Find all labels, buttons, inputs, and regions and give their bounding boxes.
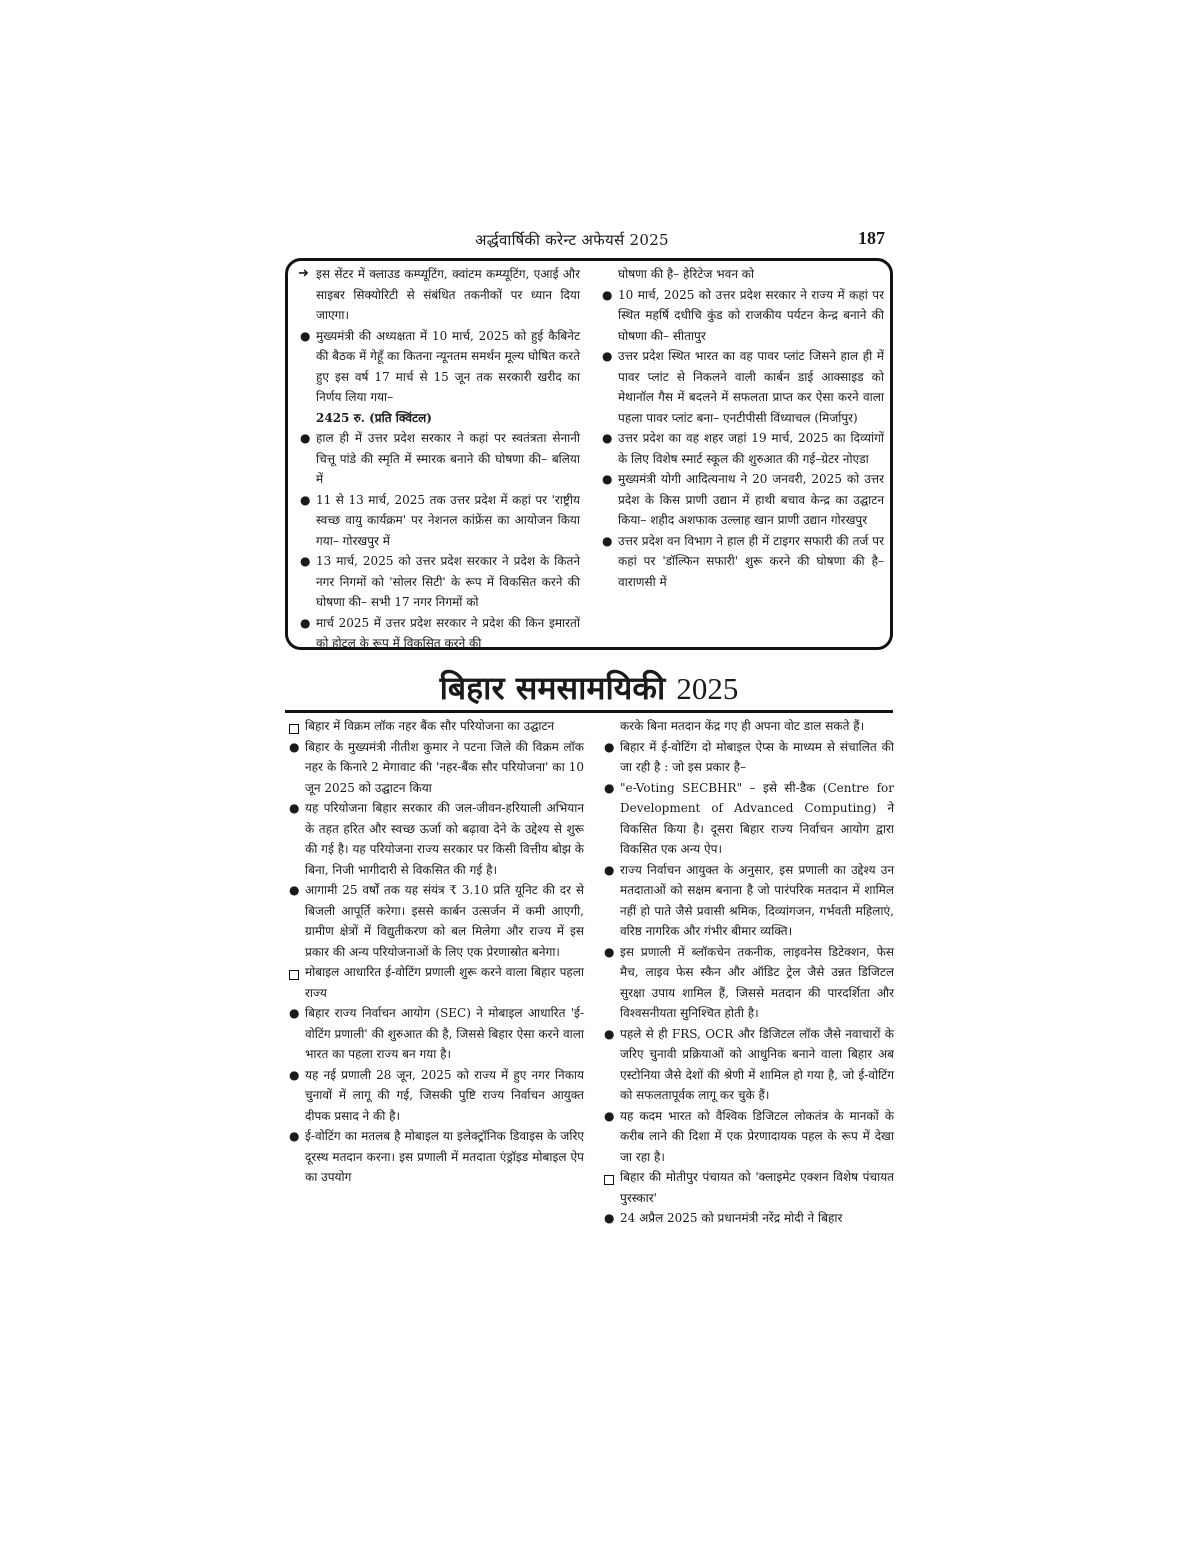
- dot-bullet-icon: ●: [300, 492, 311, 507]
- dot-bullet-icon: ●: [602, 472, 613, 486]
- sub-heading: [602, 1167, 894, 1208]
- square-bullet-icon: [604, 1171, 618, 1192]
- box-item-continued: घोषणा की है– हेरिटेज भवन को: [618, 267, 755, 281]
- dot-bullet-icon: ●: [289, 1129, 300, 1143]
- dot-bullet-icon: ●: [604, 739, 615, 754]
- dot-bullet-icon: ●: [289, 739, 300, 754]
- list-item: [287, 737, 584, 799]
- dot-bullet-icon: ●: [604, 1026, 615, 1041]
- list-item: [287, 1003, 584, 1065]
- box-item: [298, 551, 580, 613]
- list-item: [602, 1106, 894, 1168]
- list-item: [602, 860, 894, 942]
- list-item: [602, 1208, 894, 1229]
- box-item: [298, 613, 580, 654]
- dot-bullet-icon: ●: [300, 554, 311, 568]
- box-item: [600, 469, 884, 531]
- box-item-text: 13 मार्च, 2025 को उत्तर प्रदेश सरकार ने प्रदेश के कितने नगर निगमों को 'सोलर सिटी' के रूप में विकसित करने की घोषणा की– सभी 17 नगर निगमों को: [316, 554, 580, 609]
- box-column-left: [298, 264, 580, 654]
- dot-bullet-icon: ●: [300, 431, 311, 445]
- list-item-continued: करके बिना मतदान केंद्र गए ही अपना वोट डाल सकते हैं।: [620, 719, 865, 733]
- list-item-text: आगामी 25 वर्षों तक यह संयंत्र ₹ 3.10 प्रति यूनिट की दर से बिजली आपूर्ति करेगा। इससे कार्बन उत्सर्जन में कमी आएगी, ग्रामीण क्षेत्रों में विद्युतीकरण को बल मिलेगा और राज्य में इस प्रकार की अन्य परियोजनाओं के लिए एक प्रेरणास्रोत बनेगा।: [305, 883, 584, 959]
- dot-bullet-icon: ●: [604, 944, 615, 959]
- box-item: [600, 428, 884, 469]
- list-item: [602, 942, 894, 1024]
- box-item-text: इस सेंटर में क्लाउड कम्प्यूटिंग, क्वांटम कम्प्यूटिंग, एआई और साइबर सिक्योरिटी से संबंधित तकनीकों पर ध्यान दिया जाएगा।: [316, 267, 580, 322]
- box-item-text: मुख्यमंत्री योगी आदित्यनाथ ने 20 जनवरी, 2025 को उत्तर प्रदेश के किस प्राणी उद्यान में हाथी बचाव केन्द्र का उद्घाटन किया– शहीद अशफाक उल्लाह खान प्राणी उद्यान गोरखपुर: [618, 472, 884, 527]
- square-bullet-icon: [289, 966, 303, 987]
- box-item-text: उत्तर प्रदेश का वह शहर जहां 19 मार्च, 2025 का दिव्यांगों के लिए विशेष स्मार्ट स्कूल की शुरुआत की गई–ग्रेटर नोएडा: [618, 431, 884, 466]
- sub-heading: [287, 716, 584, 737]
- arrow-bullet-icon: ➜: [298, 266, 309, 281]
- dot-bullet-icon: ●: [602, 287, 613, 302]
- box-item-text: हाल ही में उत्तर प्रदेश सरकार ने कहां पर स्वतंत्रता सेनानी चित्तू पांडे की स्मृति में स्मारक बनाने की घोषणा की– बलिया में: [316, 431, 580, 486]
- dot-bullet-icon: ●: [289, 883, 300, 897]
- sub-heading-text: बिहार की मोतीपुर पंचायत को 'क्लाइमेट एक्शन विशेष पंचायत पुरस्कार': [620, 1170, 894, 1205]
- list-item: [602, 778, 894, 860]
- list-item-text: पहले से ही FRS, OCR और डिजिटल लॉक जैसे नवाचारों के जरिए चुनावी प्रक्रियाओं को आधुनिक बनाने वाला बिहार अब एस्टोनिया जैसे देशों की श्रेणी में शामिल हो गया है, जो ई-वोटिंग को सफलतापूर्वक लागू कर चुके हैं।: [620, 1026, 894, 1102]
- box-item-text: उत्तर प्रदेश स्थित भारत का वह पावर प्लांट जिसने हाल ही में पावर प्लांट से निकलने वाली कार्बन डाई आक्साइड को मेथानॉल गैस में बदलने में सफलता प्राप्त कर ऐसा करने वाला पहला पावर प्लांट बना– एनटीपीसी विंध्याचल (मिर्जापुर): [618, 349, 884, 425]
- box-item: [298, 490, 580, 552]
- list-item-text: राज्य निर्वाचन आयुक्त के अनुसार, इस प्रणाली का उद्देश्य उन मतदाताओं को सक्षम बनाना है जो पारंपरिक मतदान में शामिल नहीं हो पाते जैसे प्रवासी श्रमिक, दिव्यांगजन, गर्भवती महिलाएं, वरिष्ठ नागरिक और गंभीर बीमार व्यक्ति।: [620, 862, 894, 938]
- list-item-text: ई-वोटिंग का मतलब है मोबाइल या इलेक्ट्रॉनिक डिवाइस के जरिए दूरस्थ मतदान करना। इस प्रणाली में मतदाता एंड्रॉइड मोबाइल ऐप का उपयोग: [305, 1129, 584, 1184]
- main-column-right: [602, 716, 894, 1229]
- sub-heading-text: बिहार में विक्रम लॉक नहर बैंक सौर परियोजना का उद्घाटन: [305, 719, 555, 733]
- page-number: 187: [858, 228, 885, 248]
- list-item-text: बिहार में ई-वोटिंग दो मोबाइल ऐप्स के माध्यम से संचालित की जा रही है : जो इस प्रकार है–: [620, 739, 894, 774]
- section-title-text: बिहार समसामयिकी: [439, 669, 666, 707]
- sub-heading: [287, 962, 584, 1003]
- box-item: [298, 264, 580, 326]
- list-item: [287, 1126, 584, 1188]
- list-item-text: इस प्रणाली में ब्लॉकचेन तकनीक, लाइवनेस डिटेक्शन, फेस मैच, लाइव फेस स्कैन और ऑडिट ट्रेल जैसे उन्नत डिजिटल सुरक्षा उपाय शामिल हैं, जिससे मतदान की पारदर्शिता और विश्वसनीयता सुनिश्चित होती है।: [620, 944, 894, 1020]
- dot-bullet-icon: ●: [289, 1067, 300, 1082]
- list-item-text: बिहार के मुख्यमंत्री नीतीश कुमार ने पटना जिले की विक्रम लॉक नहर के किनारे 2 मेगावाट की 'नहर-बैंक सौर परियोजना' का 10 जून 2025 को उद्घाटन किया: [305, 739, 584, 795]
- list-item-text: यह परियोजना बिहार सरकार की जल-जीवन-हरियाली अभियान के तहत हरित और स्वच्छ ऊर्जा को बढ़ावा देने के उद्देश्य से शुरू की गई है। यह परियोजना राज्य सरकार पर किसी वित्तीय बोझ के बिना, निजी भागीदारी से विकसित की गई है।: [305, 801, 584, 877]
- box-item: [600, 285, 884, 347]
- list-item: [287, 798, 584, 880]
- list-item-text: यह कदम भारत को वैश्विक डिजिटल लोकतंत्र के मानकों के करीब लाने की दिशा में एक प्रेरणादायक पहल के रूप में देखा जा रहा है।: [620, 1108, 894, 1164]
- dot-bullet-icon: ●: [289, 801, 300, 815]
- running-title: अर्द्धवार्षिकी करेन्ट अफेयर्स 2025: [475, 231, 669, 249]
- dot-bullet-icon: ●: [604, 862, 615, 877]
- list-item-text: 24 अप्रैल 2025 को प्रधानमंत्री नरेंद्र मोदी ने बिहार: [620, 1211, 843, 1225]
- list-item: [602, 737, 894, 778]
- dot-bullet-icon: ●: [604, 1108, 615, 1123]
- page-header: [285, 230, 885, 256]
- list-item-text: बिहार राज्य निर्वाचन आयोग (SEC) ने मोबाइल आधारित 'ई-वोटिंग प्रणाली' की शुरुआत की है, जिससे बिहार ऐसा करने वाला भारत का पहला राज्य बन गया है।: [305, 1006, 584, 1061]
- dot-bullet-icon: ●: [300, 615, 311, 630]
- box-item: [600, 346, 884, 428]
- box-item: [298, 428, 580, 490]
- dot-bullet-icon: ●: [604, 1211, 615, 1225]
- dot-bullet-icon: ●: [602, 533, 613, 548]
- box-column-right: [600, 264, 884, 592]
- box-item-text: 10 मार्च, 2025 को उत्तर प्रदेश सरकार ने राज्य में कहां पर स्थित महर्षि दधीचि कुंड को राजकीय पर्यटन केन्द्र बनाने की घोषणा की– सीतापुर: [618, 287, 884, 343]
- list-item: [287, 880, 584, 962]
- box-item: [298, 326, 580, 429]
- section-title-rule: [285, 710, 893, 713]
- dot-bullet-icon: ●: [300, 328, 311, 343]
- box-item-text: मुख्यमंत्री की अध्यक्षता में 10 मार्च, 2025 को हुई कैबिनेट की बैठक में गेहूँ का कितना न्यूनतम समर्थन मूल्य घोषित करते हुए इस वर्ष 17 मार्च से 15 जून तक सरकारी खरीद का निर्णय लिया गया–: [316, 328, 580, 404]
- dot-bullet-icon: ●: [604, 780, 615, 795]
- box-item-answer: 2425 रु. (प्रति क्विंटल): [316, 410, 432, 425]
- list-item-text: यह नई प्रणाली 28 जून, 2025 को राज्य में हुए नगर निकाय चुनावों में लागू की गई, जिसकी पुष्टि राज्य निर्वाचन आयुक्त दीपक प्रसाद ने की है।: [305, 1067, 584, 1123]
- main-column-left: [287, 716, 584, 1188]
- sub-heading-text: मोबाइल आधारित ई-वोटिंग प्रणाली शुरू करने वाला बिहार पहला राज्य: [305, 965, 584, 1000]
- box-item-text: मार्च 2025 में उत्तर प्रदेश सरकार ने प्रदेश की किन इमारतों को होटल के रूप में विकसित करने की: [316, 615, 580, 650]
- box-item: [600, 531, 884, 593]
- dot-bullet-icon: ●: [602, 349, 613, 363]
- list-item-text: "e-Voting SECBHR" – इसे सी-डैक (Centre for Development of Advanced Computing) ने विकसित किया है। दूसरा बिहार राज्य निर्वाचन आयोग द्वारा विकसित एक अन्य ऐप।: [620, 780, 894, 856]
- section-title-year: 2025: [676, 671, 739, 706]
- box-item-text: उत्तर प्रदेश वन विभाग ने हाल ही में टाइगर सफारी की तर्ज पर कहां पर 'डॉल्फिन सफारी' शुरू करने की घोषणा की है– वाराणसी में: [618, 533, 884, 589]
- dot-bullet-icon: ●: [289, 1006, 300, 1020]
- list-item: [602, 1024, 894, 1106]
- box-item-text: 11 से 13 मार्च, 2025 तक उत्तर प्रदेश में कहां पर 'राष्ट्रीय स्वच्छ वायु कार्यक्रम' पर नेशनल कांफ्रेंस का आयोजन किया गया– गोरखपुर में: [316, 492, 580, 548]
- up-current-affairs-box: [285, 258, 893, 650]
- list-item: [287, 1065, 584, 1127]
- dot-bullet-icon: ●: [602, 431, 613, 445]
- section-title: [285, 666, 893, 708]
